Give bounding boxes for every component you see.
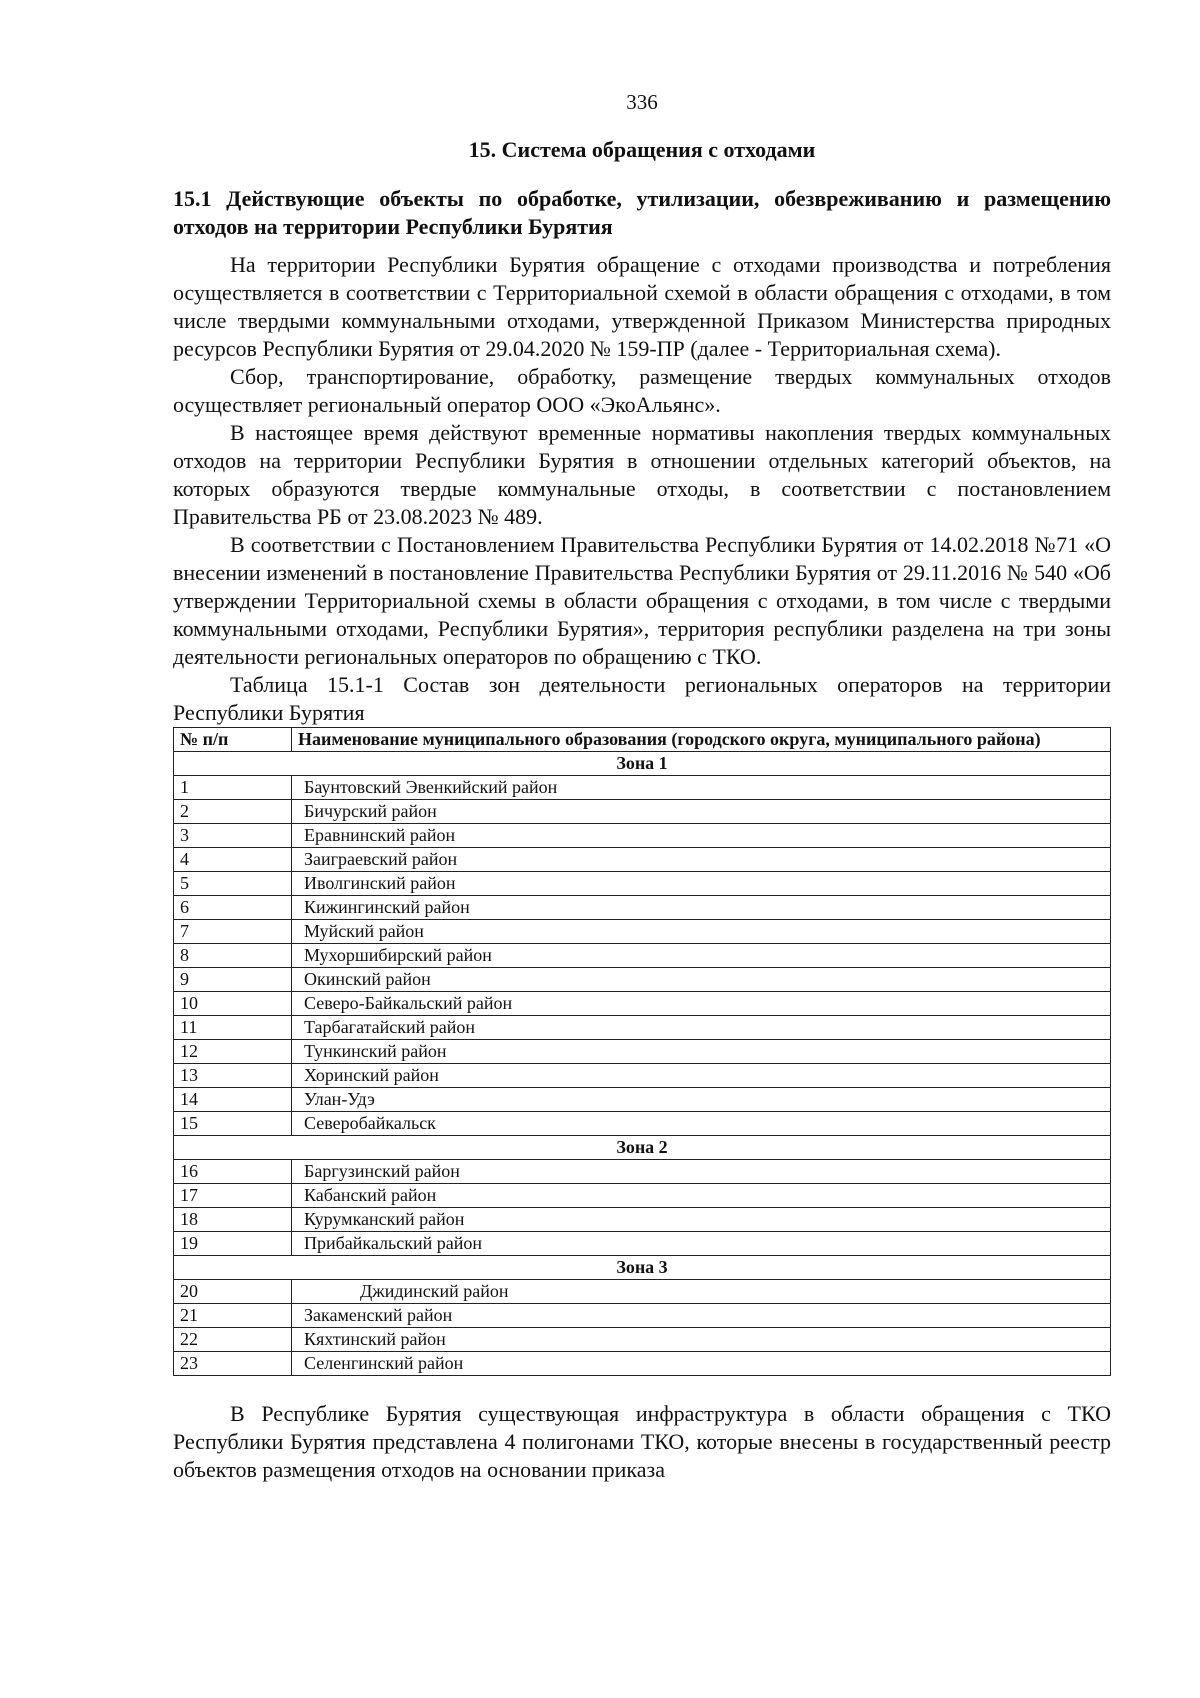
row-number: 5: [174, 872, 292, 896]
row-municipality-name: Тарбагатайский район: [292, 1016, 1111, 1040]
row-number: 23: [174, 1352, 292, 1376]
table-row: [174, 824, 1111, 848]
row-number: 12: [174, 1040, 292, 1064]
table-row: [174, 920, 1111, 944]
table-row: [174, 1328, 1111, 1352]
table-row: [174, 848, 1111, 872]
row-number: 10: [174, 992, 292, 1016]
row-municipality-name: Иволгинский район: [292, 872, 1111, 896]
row-municipality-name: Джидинский район: [292, 1280, 1111, 1304]
table-row: [174, 1232, 1111, 1256]
chapter-title: 15. Система обращения с отходами: [468, 137, 816, 162]
table-row: [174, 1160, 1111, 1184]
row-number: 4: [174, 848, 292, 872]
zones-table: [173, 727, 1111, 1376]
row-number: 22: [174, 1328, 292, 1352]
table-row: [174, 776, 1111, 800]
row-municipality-name: Северобайкальск: [292, 1112, 1111, 1136]
table-row: [174, 1184, 1111, 1208]
zones-table-body: [174, 752, 1111, 1376]
row-municipality-name: Кяхтинский район: [292, 1328, 1111, 1352]
row-number: 15: [174, 1112, 292, 1136]
row-municipality-name: Бичурский район: [292, 800, 1111, 824]
table-row: [174, 1304, 1111, 1328]
row-municipality-name: Закаменский район: [292, 1304, 1111, 1328]
row-municipality-name: Хоринский район: [292, 1064, 1111, 1088]
table-row: [174, 1352, 1111, 1376]
row-number: 7: [174, 920, 292, 944]
table-row: [174, 1040, 1111, 1064]
table-caption: Таблица 15.1-1 Состав зон деятельности региональных операторов на территории Республики Бурятия: [173, 672, 1111, 725]
header-number: № п/п: [174, 728, 292, 752]
table-row: [174, 1088, 1111, 1112]
row-number: 16: [174, 1160, 292, 1184]
row-number: 9: [174, 968, 292, 992]
row-municipality-name: Тункинский район: [292, 1040, 1111, 1064]
table-header-row: [174, 728, 1111, 752]
table-row: [174, 992, 1111, 1016]
row-municipality-name: Прибайкальский район: [292, 1232, 1111, 1256]
row-number: 2: [174, 800, 292, 824]
row-municipality-name: Кижингинский район: [292, 896, 1111, 920]
row-municipality-name: Заиграевский район: [292, 848, 1111, 872]
row-number: 21: [174, 1304, 292, 1328]
table-row: [174, 1280, 1111, 1304]
zone-header-row: [174, 752, 1111, 776]
row-municipality-name: Окинский район: [292, 968, 1111, 992]
paragraph: В настоящее время действуют временные нормативы накопления твердых коммунальных отходов на территории Республики Бурятия в отношении отдельных категорий объектов, на которых образуются твердые коммунальные отходы, в соответствии с постановлением Правительства РБ от 23.08.2023 № 489.: [173, 420, 1111, 529]
table-row: [174, 1112, 1111, 1136]
row-number: 19: [174, 1232, 292, 1256]
table-row: [174, 1016, 1111, 1040]
row-municipality-name: Улан-Удэ: [292, 1088, 1111, 1112]
closing-paragraph: В Республике Бурятия существующая инфраструктура в области обращения с ТКО Республики Бурятия представлена 4 полигонами ТКО, которые внесены в государственный реестр объектов размещения отходов на основании приказа: [173, 1401, 1111, 1482]
row-municipality-name: Баргузинский район: [292, 1160, 1111, 1184]
paragraph: Сбор, транспортирование, обработку, размещение твердых коммунальных отходов осуществляет региональный оператор ООО «ЭкоАльянс».: [173, 364, 1111, 417]
row-municipality-name: Селенгинский район: [292, 1352, 1111, 1376]
section-title: 15.1 Действующие объекты по обработке, утилизации, обезвреживанию и размещению отходов на территории Республики Бурятия: [173, 186, 1111, 239]
row-number: 14: [174, 1088, 292, 1112]
table-row: [174, 944, 1111, 968]
row-number: 3: [174, 824, 292, 848]
table-row: [174, 800, 1111, 824]
page-number: 336: [626, 90, 658, 114]
zone-title: Зона 1: [174, 752, 1111, 776]
paragraph: На территории Республики Бурятия обращение с отходами производства и потребления осуществляется в соответствии с Территориальной схемой в области обращения с отходами, в том числе твердыми коммунальными отходами, утвержденной Приказом Министерства природных ресурсов Республики Бурятия от 29.04.2020 № 159-ПР (далее - Территориальная схема).: [173, 252, 1111, 361]
row-number: 20: [174, 1280, 292, 1304]
document-page: [173, 90, 1111, 1484]
row-municipality-name: Баунтовский Эвенкийский район: [292, 776, 1111, 800]
row-municipality-name: Муйский район: [292, 920, 1111, 944]
row-number: 1: [174, 776, 292, 800]
zone-header-row: [174, 1256, 1111, 1280]
row-municipality-name: Курумканский район: [292, 1208, 1111, 1232]
table-row: [174, 1064, 1111, 1088]
row-number: 6: [174, 896, 292, 920]
row-municipality-name: Северо-Байкальский район: [292, 992, 1111, 1016]
header-name: Наименование муниципального образования (городского округа, муниципального района): [292, 728, 1111, 752]
table-row: [174, 896, 1111, 920]
zone-title: Зона 2: [174, 1136, 1111, 1160]
paragraph: В соответствии с Постановлением Правительства Республики Бурятия от 14.02.2018 №71 «О внесении изменений в постановление Правительства Республики Бурятия от 29.11.2016 № 540 «Об утверждении Территориальной схемы в области обращения с отходами, в том числе с твердыми коммунальными отходами, Республики Бурятия», территория республики разделена на три зоны деятельности региональных операторов по обращению с ТКО.: [173, 532, 1111, 669]
row-municipality-name: Кабанский район: [292, 1184, 1111, 1208]
table-row: [174, 872, 1111, 896]
table-row: [174, 968, 1111, 992]
table-row: [174, 1208, 1111, 1232]
row-number: 17: [174, 1184, 292, 1208]
row-number: 18: [174, 1208, 292, 1232]
row-number: 13: [174, 1064, 292, 1088]
zone-title: Зона 3: [174, 1256, 1111, 1280]
row-municipality-name: Мухоршибирский район: [292, 944, 1111, 968]
row-number: 8: [174, 944, 292, 968]
zone-header-row: [174, 1136, 1111, 1160]
row-number: 11: [174, 1016, 292, 1040]
row-municipality-name: Еравнинский район: [292, 824, 1111, 848]
